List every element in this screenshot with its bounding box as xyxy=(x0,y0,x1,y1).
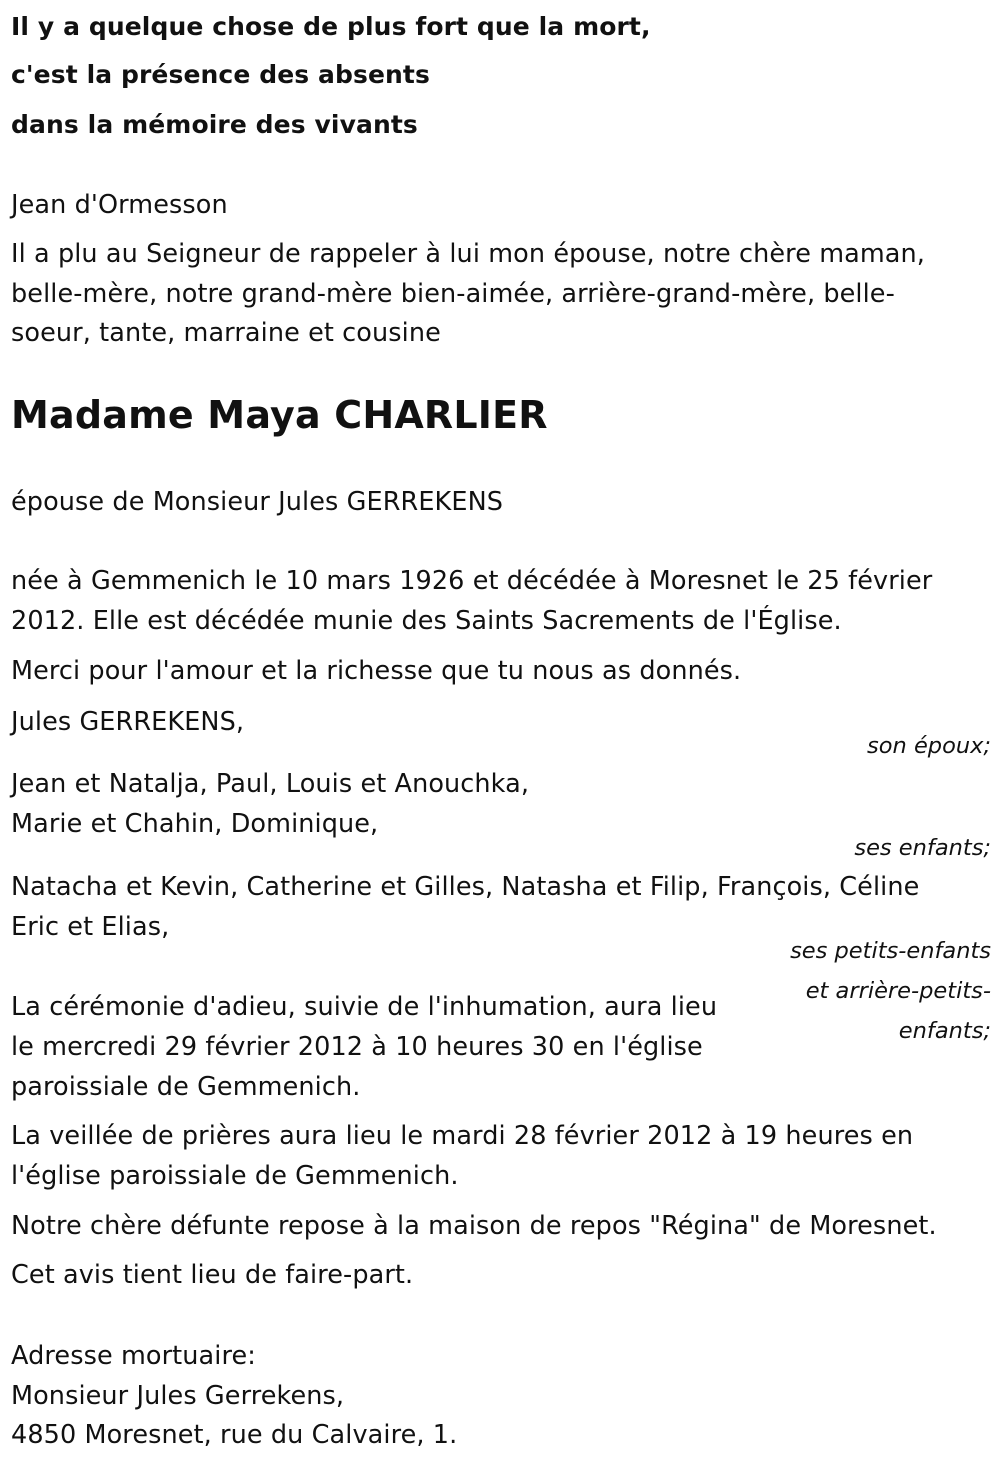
ceremony-line-2: le mercredi 29 février 2012 à 10 heures 30 en l'église xyxy=(11,1032,703,1062)
family-children-role: ses enfants; xyxy=(854,835,991,861)
quote-author: Jean d'Ormesson xyxy=(11,190,228,220)
family-grandchildren-line-1: Natacha et Kevin, Catherine et Gilles, Natasha et Filip, François, Céline xyxy=(11,872,920,902)
quote-line-2: c'est la présence des absents xyxy=(11,60,430,89)
intro-line-3: soeur, tante, marraine et cousine xyxy=(11,318,441,348)
intro-line-2: belle-mère, notre grand-mère bien-aimée, arrière-grand-mère, belle- xyxy=(11,279,895,309)
family-grandchildren-role-3: enfants; xyxy=(898,1018,991,1044)
obituary-notice xyxy=(11,0,991,1469)
address-label: Adresse mortuaire: xyxy=(11,1341,256,1371)
vigil-line-2: l'église paroissiale de Gemmenich. xyxy=(11,1161,459,1191)
family-grandchildren-role-1: ses petits-enfants xyxy=(790,938,991,964)
family-grandchildren-line-2: Eric et Elias, xyxy=(11,912,170,942)
rest-line: Notre chère défunte repose à la maison de repos "Régina" de Moresnet. xyxy=(11,1211,937,1241)
ceremony-line-1: La cérémonie d'adieu, suivie de l'inhumation, aura lieu xyxy=(11,992,718,1022)
family-spouse-role: son époux; xyxy=(867,733,991,759)
vigil-line-1: La veillée de prières aura lieu le mardi 28 février 2012 à 19 heures en xyxy=(11,1121,914,1151)
notice-line: Cet avis tient lieu de faire-part. xyxy=(11,1260,414,1290)
spouse-line: épouse de Monsieur Jules GERREKENS xyxy=(11,487,504,517)
ceremony-line-3: paroissiale de Gemmenich. xyxy=(11,1072,361,1102)
quote-line-3: dans la mémoire des vivants xyxy=(11,110,418,139)
deceased-name: Madame Maya CHARLIER xyxy=(11,393,548,437)
thanks-line: Merci pour l'amour et la richesse que tu nous as donnés. xyxy=(11,656,742,686)
birth-death-line-2: 2012. Elle est décédée munie des Saints Sacrements de l'Église. xyxy=(11,606,842,636)
birth-death-line-1: née à Gemmenich le 10 mars 1926 et décédée à Moresnet le 25 février xyxy=(11,566,933,596)
family-children-line-1: Jean et Natalja, Paul, Louis et Anouchka, xyxy=(11,769,530,799)
address-line-1: Monsieur Jules Gerrekens, xyxy=(11,1381,345,1411)
intro-line-1: Il a plu au Seigneur de rappeler à lui mon épouse, notre chère maman, xyxy=(11,239,926,269)
family-grandchildren-role-2: et arrière-petits- xyxy=(805,978,991,1004)
quote-line-1: Il y a quelque chose de plus fort que la mort, xyxy=(11,12,651,41)
address-line-2: 4850 Moresnet, rue du Calvaire, 1. xyxy=(11,1420,458,1450)
family-spouse-name: Jules GERREKENS, xyxy=(11,707,245,737)
family-children-line-2: Marie et Chahin, Dominique, xyxy=(11,809,379,839)
